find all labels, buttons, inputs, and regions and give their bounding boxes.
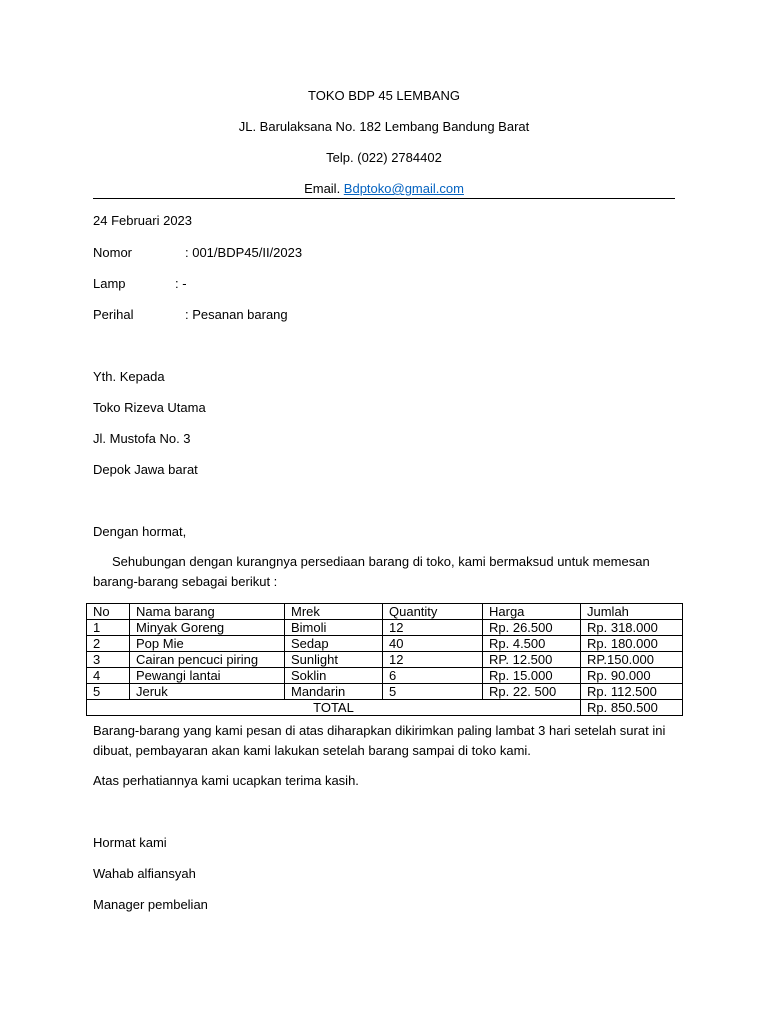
cell-no: 2 — [87, 636, 130, 652]
cell-no: 3 — [87, 652, 130, 668]
cell-jumlah: Rp. 112.500 — [581, 684, 683, 700]
field-label-perihal: Perihal — [93, 307, 134, 322]
cell-nama-barang: Cairan pencuci piring — [130, 652, 285, 668]
field-value-perihal: : Pesanan barang — [185, 307, 288, 322]
table-total-row — [87, 700, 683, 716]
total-value: Rp. 850.500 — [581, 700, 683, 716]
cell-mrek: Soklin — [285, 668, 383, 684]
field-value-lamp: : - — [175, 276, 187, 291]
header-no: No — [87, 604, 130, 620]
recipient-name: Toko Rizeva Utama — [93, 400, 206, 415]
cell-quantity: 5 — [383, 684, 483, 700]
cell-harga: RP. 12.500 — [483, 652, 581, 668]
cell-harga: Rp. 15.000 — [483, 668, 581, 684]
cell-quantity: 6 — [383, 668, 483, 684]
total-label: TOTAL — [87, 700, 581, 716]
header-quantity: Quantity — [383, 604, 483, 620]
field-value-nomor: : 001/BDP45/II/2023 — [185, 245, 303, 260]
order-table — [86, 603, 683, 716]
table-row — [87, 620, 683, 636]
cell-jumlah: RP.150.000 — [581, 652, 683, 668]
cell-nama-barang: Pop Mie — [130, 636, 285, 652]
cell-no: 1 — [87, 620, 130, 636]
closing: Hormat kami — [93, 835, 167, 850]
header-harga: Harga — [483, 604, 581, 620]
cell-no: 4 — [87, 668, 130, 684]
cell-nama-barang: Jeruk — [130, 684, 285, 700]
cell-mrek: Sedap — [285, 636, 383, 652]
cell-quantity: 12 — [383, 620, 483, 636]
cell-jumlah: Rp. 90.000 — [581, 668, 683, 684]
cell-mrek: Mandarin — [285, 684, 383, 700]
cell-quantity: 12 — [383, 652, 483, 668]
cell-no: 5 — [87, 684, 130, 700]
table-row — [87, 684, 683, 700]
cell-jumlah: Rp. 180.000 — [581, 636, 683, 652]
salutation: Dengan hormat, — [93, 524, 187, 539]
header-mrek: Mrek — [285, 604, 383, 620]
cell-nama-barang: Minyak Goreng — [130, 620, 285, 636]
header-jumlah: Jumlah — [581, 604, 683, 620]
field-label-nomor: Nomor — [93, 245, 133, 260]
recipient-city: Depok Jawa barat — [93, 462, 198, 477]
table-row — [87, 652, 683, 668]
intro-line-2: barang-barang sebagai berikut : — [93, 574, 278, 589]
company-name: TOKO BDP 45 LEMBANG — [308, 88, 460, 103]
cell-harga: Rp. 22. 500 — [483, 684, 581, 700]
letter-date: 24 Februari 2023 — [93, 213, 193, 228]
table-header-row — [87, 604, 683, 620]
company-address: JL. Barulaksana No. 182 Lembang Bandung Barat — [238, 119, 530, 134]
cell-mrek: Bimoli — [285, 620, 383, 636]
email-label: Email. — [304, 181, 344, 196]
recipient-street: Jl. Mustofa No. 3 — [93, 431, 191, 446]
cell-jumlah: Rp. 318.000 — [581, 620, 683, 636]
signer-name: Wahab alfiansyah — [93, 866, 196, 881]
header-nama-barang: Nama barang — [130, 604, 285, 620]
cell-quantity: 40 — [383, 636, 483, 652]
email-link[interactable]: Bdptoko@gmail.com — [343, 181, 464, 196]
body-line-2: dibuat, pembayaran akan kami lakukan setelah barang sampai di toko kami. — [93, 743, 531, 758]
table-row — [87, 668, 683, 684]
letterhead-divider — [93, 198, 675, 199]
cell-harga: Rp. 4.500 — [483, 636, 581, 652]
field-label-lamp: Lamp — [93, 276, 126, 291]
signer-title: Manager pembelian — [93, 897, 208, 912]
table-row — [87, 636, 683, 652]
company-email-line — [0, 181, 768, 197]
cell-harga: Rp. 26.500 — [483, 620, 581, 636]
recipient-greeting: Yth. Kepada — [93, 369, 165, 384]
body-line-1: Barang-barang yang kami pesan di atas diharapkan dikirimkan paling lambat 3 hari setelah surat ini — [93, 723, 666, 738]
intro-line-1: Sehubungan dengan kurangnya persediaan barang di toko, kami bermaksud untuk memesan — [112, 554, 650, 569]
thanks-text: Atas perhatiannya kami ucapkan terima kasih. — [93, 773, 359, 788]
company-phone: Telp. (022) 2784402 — [326, 150, 442, 165]
cell-nama-barang: Pewangi lantai — [130, 668, 285, 684]
cell-mrek: Sunlight — [285, 652, 383, 668]
